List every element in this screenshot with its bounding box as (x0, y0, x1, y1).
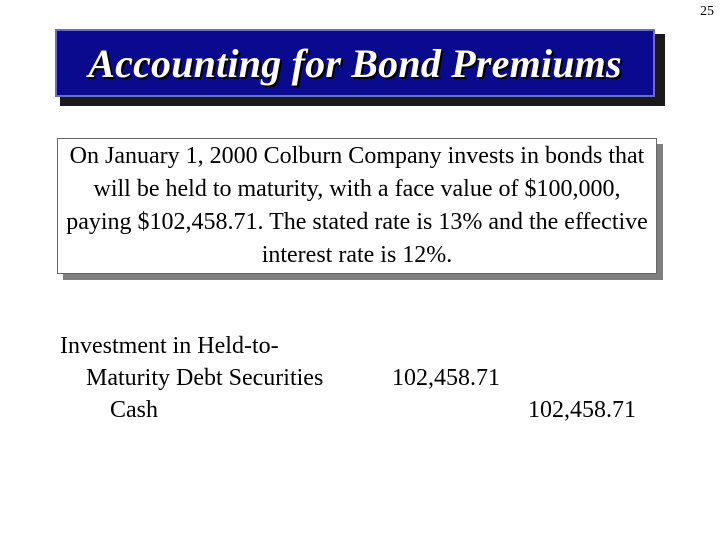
debit-account-line1: Investment in Held-to- (60, 333, 279, 359)
debit-account-line2: Maturity Debt Securities (86, 365, 324, 391)
slide-number: 25 (700, 4, 714, 19)
info-box (57, 138, 657, 274)
page-title: Accounting for Bond Premiums (88, 40, 622, 86)
credit-amount: 102,458.71 (528, 397, 636, 423)
debit-amount: 102,458.71 (392, 365, 500, 391)
credit-account: Cash (110, 397, 158, 423)
info-box-text: On January 1, 2000 Colburn Company invests in bonds that will be held to maturity, with a face value of $100,000, paying $102,458.71. The stated rate is 13% and the effective interest rate is 12%. (66, 143, 648, 268)
title-banner (55, 29, 655, 97)
